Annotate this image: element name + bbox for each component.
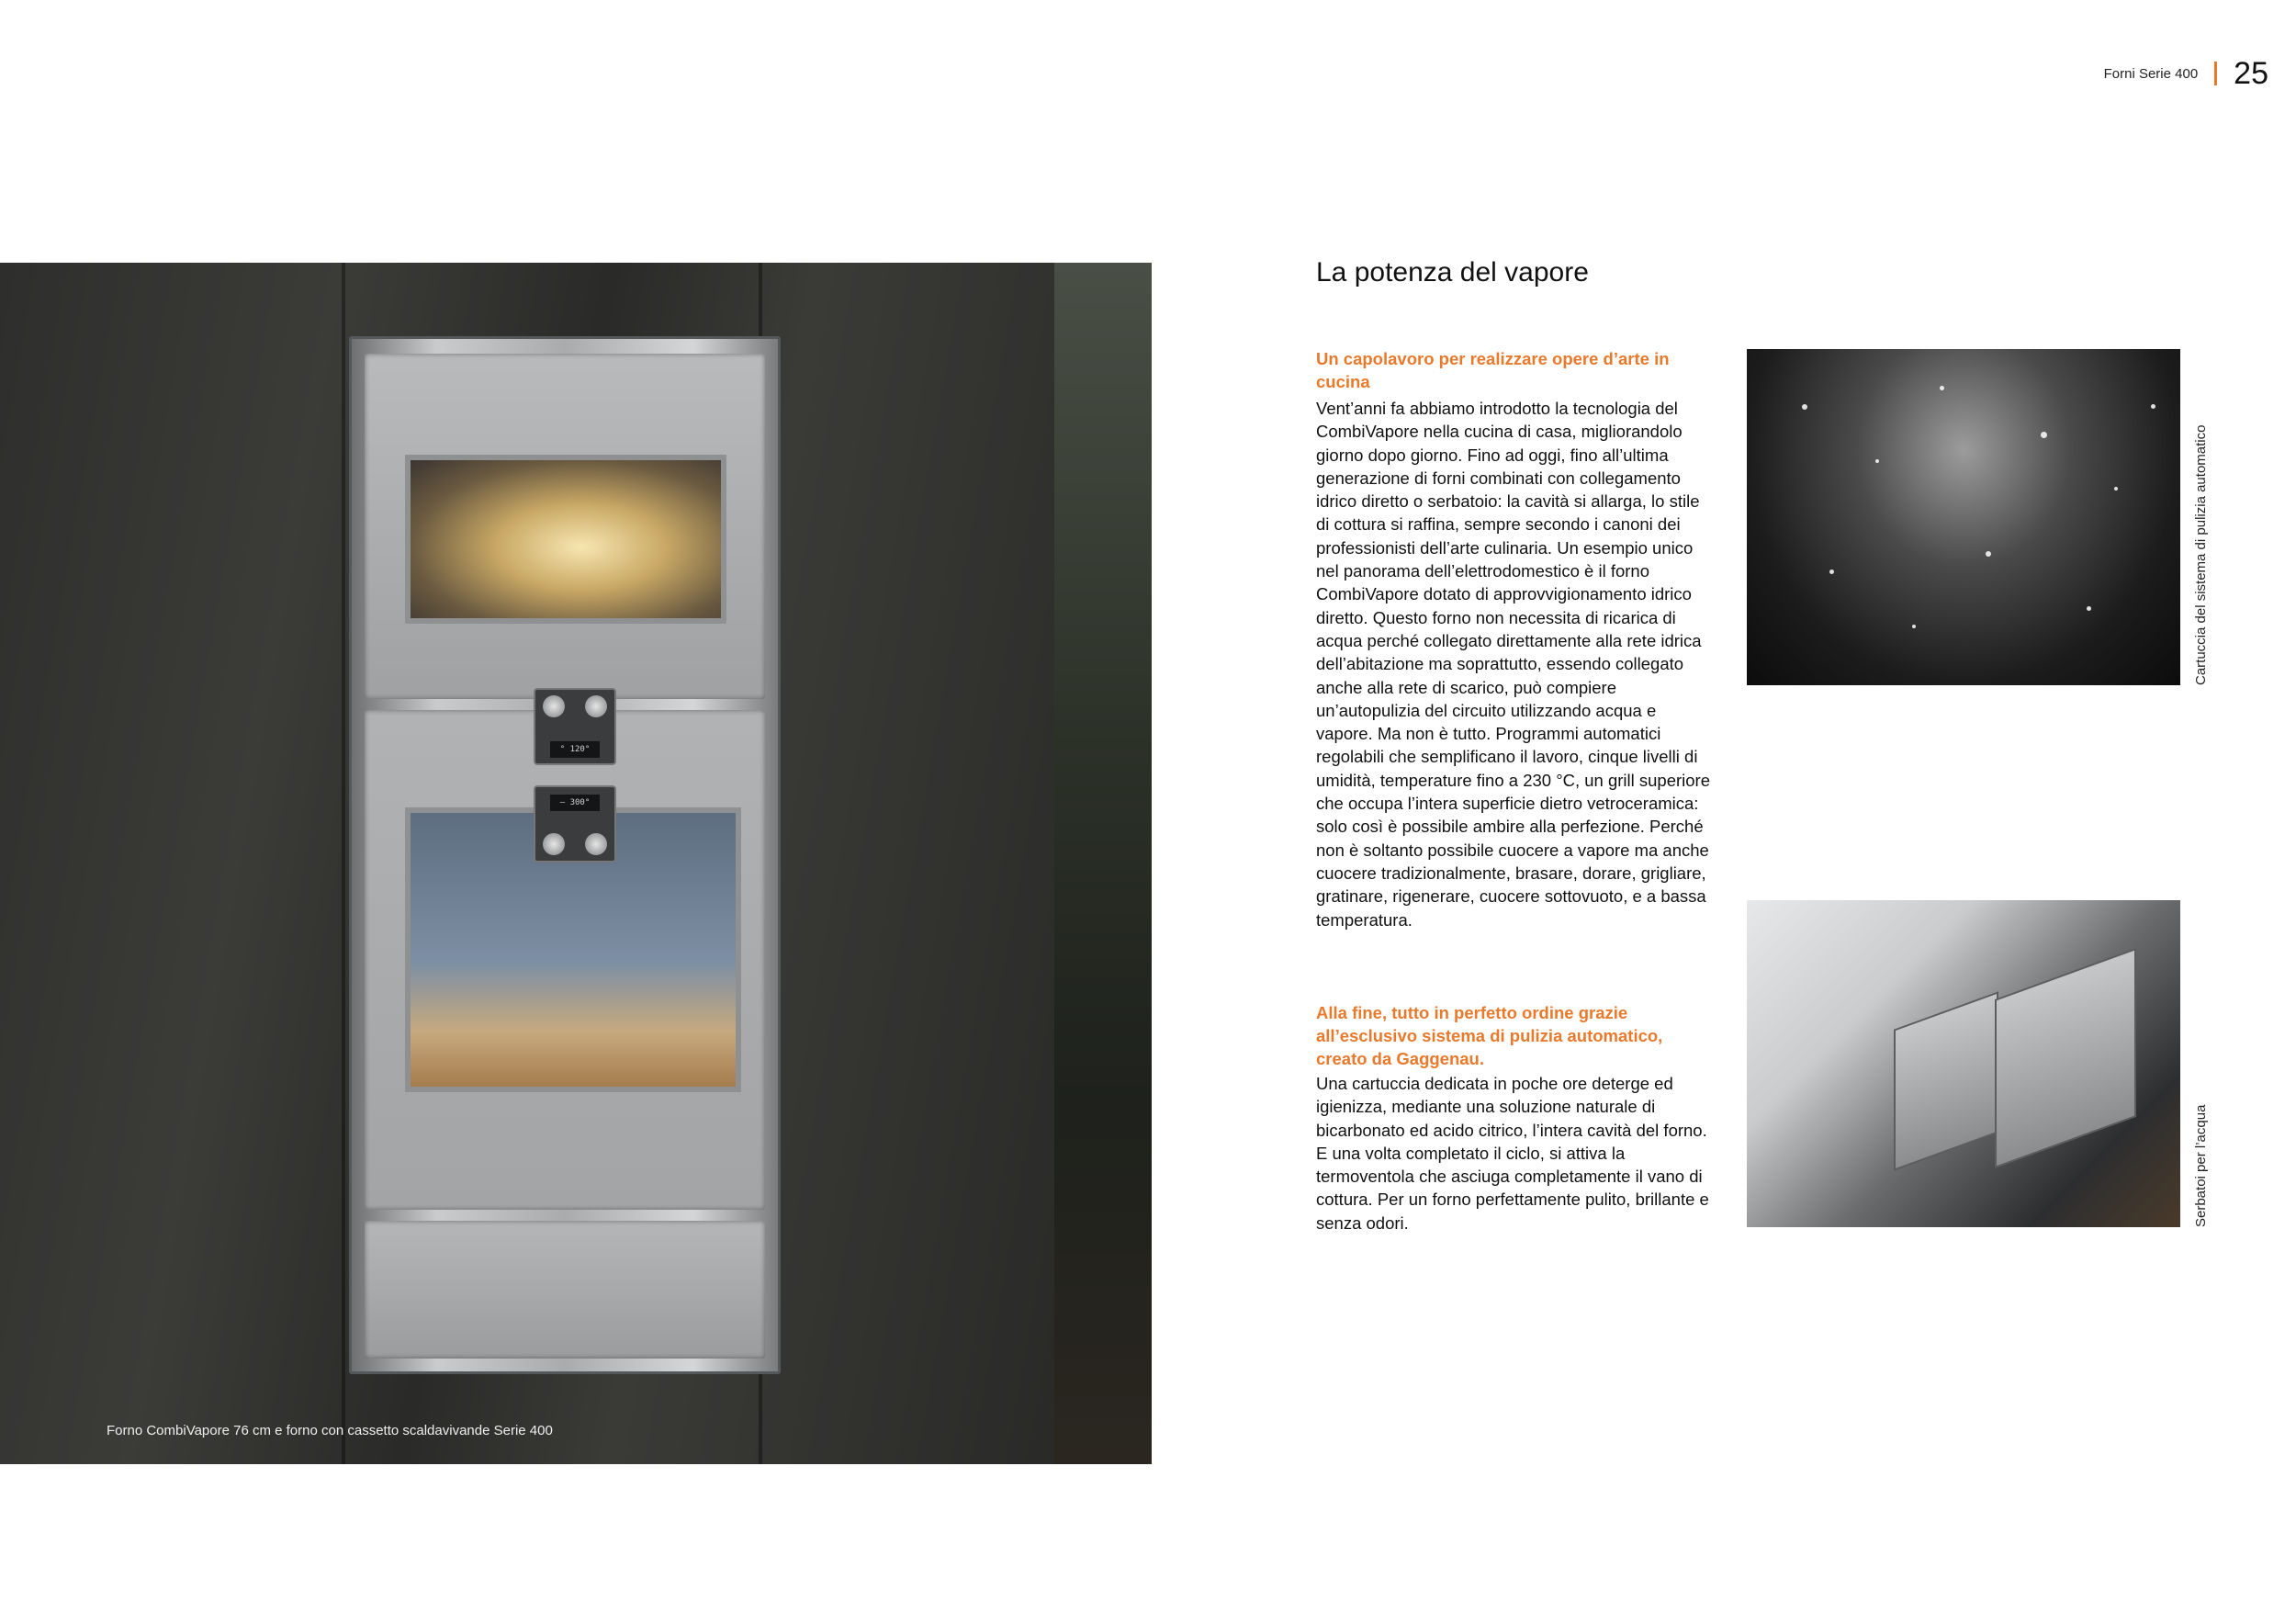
water-splash: [2041, 432, 2047, 438]
combi-steam-oven: [365, 354, 765, 699]
hero-photo: [0, 263, 1152, 1464]
oven-display: ° 120°: [550, 741, 600, 758]
water-splash: [1940, 386, 1944, 390]
water-splash: [1912, 625, 1916, 628]
cleaning-cartridge-photo: [1747, 349, 2180, 685]
hero-caption: Forno CombiVapore 76 cm e forno con cassetto scaldavivande Serie 400: [107, 1423, 553, 1438]
article-section-1: [1316, 347, 1711, 931]
oven-window: [405, 455, 726, 624]
header-separator: [2214, 62, 2217, 85]
water-splash: [1875, 459, 1879, 463]
section-body: Vent’anni fa abbiamo introdotto la tecnologia del CombiVapore nella cucina di casa, migliorandolo giorno dopo giorno. Fino ad oggi, fino all’ultima generazione di forni combinati con collegamento idrico diretto o serbatoio: la cavità si allarga, lo stile di cottura si raffina, sempre secondo i canoni dei professionisti dell’arte culinaria. Un esempio unico nel panorama dell’elettrodomestico è il forno CombiVapore dotato di approvvigionamento idrico diretto. Questo forno non necessita di ricarica di acqua perché collegato direttamente alla rete idrica dell’abitazione ma soprattutto, essendo collegato anche alla rete di scarico, può compiere un’autopulizia del circuito utilizzando acqua e vapore. Ma non è tutto. Programmi automatici regolabili che semplificano il lavoro, cinque livelli di umidità, temperature fino a 230 °C, un grill superiore che occupa l’intera superficie dietro vetroceramica: solo così è possibile ambire alla perfezione. Perché non è soltanto possibile cuocere a vapore ma anche cuocere tradizionalmente, brasare, dorare, grigliare, gratinare, rigenerare, cuocere sottovuoto, e a bassa temperatura.: [1316, 399, 1711, 930]
page-number: 25: [2234, 55, 2268, 91]
knob-icon: [543, 695, 565, 717]
running-header: [2104, 57, 2268, 90]
oven-control-panel: [534, 688, 616, 765]
water-tank: [1894, 991, 1998, 1170]
section-heading: Alla fine, tutto in perfetto ordine grazie all’esclusivo sistema di pulizia automatico, creato da Gaggenau.: [1316, 1003, 1663, 1068]
section-name: Forni Serie 400: [2103, 65, 2199, 82]
page-title: La potenza del vapore: [1316, 257, 1589, 288]
water-splash: [2114, 487, 2118, 491]
oven-column: [349, 336, 781, 1374]
water-splash: [1802, 404, 1807, 410]
oven-display: – 300°: [550, 795, 600, 811]
knob-icon: [585, 695, 607, 717]
section-body: Una cartuccia dedicata in poche ore deterge ed igienizza, mediante una soluzione naturale di bicarbonato ed acido citrico, l’intera cavità del forno. E una volta completato il ciclo, si attiva la termoventola che asciuga completamente il vano di cottura. Per un forno perfettamente pulito, brillante e senza odori.: [1316, 1074, 1709, 1233]
water-tank: [1995, 948, 2136, 1168]
water-splash: [1986, 551, 1991, 557]
photo-caption: Serbatoi per l’acqua: [2193, 1104, 2209, 1227]
water-splash: [1829, 570, 1834, 574]
water-tanks-photo: [1747, 900, 2180, 1227]
photo-caption: Cartuccia del sistema di pulizia automatico: [2193, 424, 2209, 685]
knob-icon: [543, 833, 565, 855]
knob-icon: [585, 833, 607, 855]
article-section-2: [1316, 1001, 1711, 1235]
section-heading: Un capolavoro per realizzare opere d’arte in cucina: [1316, 349, 1670, 391]
wall-panel-seam: [342, 263, 345, 1464]
water-splash: [2151, 404, 2155, 409]
warming-drawer: [365, 1221, 765, 1359]
forest-background: [1054, 263, 1152, 1464]
oven-control-panel: [534, 785, 616, 863]
water-splash: [2087, 606, 2091, 611]
